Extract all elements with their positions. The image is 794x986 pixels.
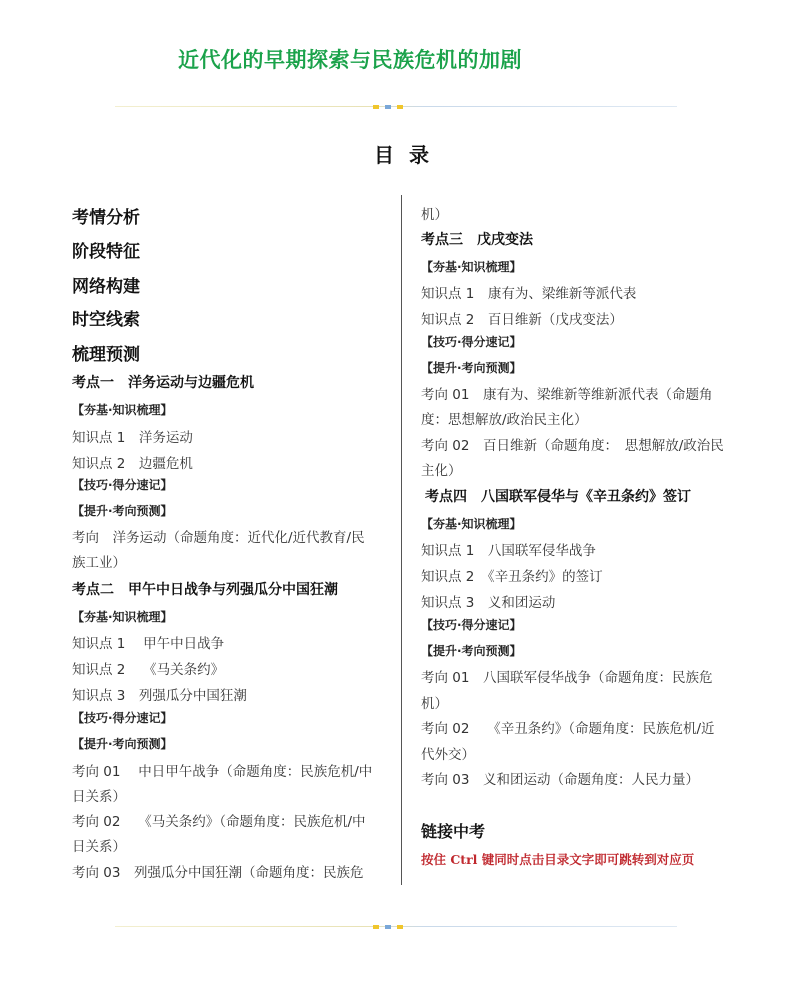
toc-link-exam-analysis[interactable]: 考情分析: [72, 208, 140, 228]
toc-link-kp1-item[interactable]: 知识点 1 洋务运动: [72, 430, 193, 446]
toc-link-kp1-item[interactable]: 知识点 2 边疆危机: [72, 456, 193, 472]
toc-link-kp2-item[interactable]: 知识点 1 甲午中日战争: [72, 636, 225, 652]
toc-link-continuation[interactable]: 机）: [421, 207, 448, 223]
navigation-tip: 按住 Ctrl 键同时点击目录文字即可跳转到对应页: [421, 852, 695, 867]
toc-link-kp3[interactable]: 考点三 戊戌变法: [421, 232, 533, 248]
toc-link-kp4-prediction[interactable]: 机）: [421, 696, 448, 712]
toc-link-review-prediction[interactable]: 梳理预测: [72, 345, 140, 365]
header-divider: [115, 104, 677, 110]
toc-link-kp2-skills[interactable]: 【技巧·得分速记】: [72, 711, 173, 725]
toc-link-kp1[interactable]: 考点一 洋务运动与边疆危机: [72, 375, 254, 391]
toc-link-kp3-knowledge[interactable]: 【夯基·知识梳理】: [421, 260, 522, 274]
toc-link-kp2-item[interactable]: 知识点 3 列强瓜分中国狂潮: [72, 688, 247, 704]
toc-link-kp1-knowledge[interactable]: 【夯基·知识梳理】: [72, 403, 173, 417]
toc-link-kp1-skills[interactable]: 【技巧·得分速记】: [72, 478, 173, 492]
document-title: 近代化的早期探索与民族危机的加剧: [178, 48, 522, 72]
toc-link-kp3-item[interactable]: 知识点 2 百日维新（戊戌变法）: [421, 312, 623, 328]
toc-link-timeline[interactable]: 时空线索: [72, 310, 140, 330]
toc-link-kp2-prediction[interactable]: 日关系）: [72, 789, 126, 805]
toc-link-kp1-predict[interactable]: 【提升·考向预测】: [72, 504, 173, 518]
toc-link-kp3-skills[interactable]: 【技巧·得分速记】: [421, 335, 522, 349]
toc-link-kp1-prediction[interactable]: 族工业）: [72, 555, 126, 571]
toc-link-kp4-skills[interactable]: 【技巧·得分速记】: [421, 618, 522, 632]
toc-link-kp2-item[interactable]: 知识点 2 《马关条约》: [72, 662, 225, 678]
toc-link-kp2[interactable]: 考点二 甲午中日战争与列强瓜分中国狂潮: [72, 582, 338, 598]
toc-link-kp3-prediction[interactable]: 考向 02 百日维新（命题角度： 思想解放/政治民: [421, 438, 724, 454]
toc-link-kp4[interactable]: 考点四 八国联军侵华与《辛丑条约》签订: [425, 489, 691, 505]
toc-link-kp3-prediction[interactable]: 主化）: [421, 463, 462, 479]
footer-divider: [115, 924, 677, 930]
toc-link-kp2-prediction[interactable]: 日关系）: [72, 839, 126, 855]
toc-link-kp4-prediction[interactable]: 考向 03 义和团运动（命题角度：人民力量）: [421, 772, 699, 788]
toc-link-kp2-prediction[interactable]: 考向 03 列强瓜分中国狂潮（命题角度：民族危: [72, 865, 364, 881]
toc-link-kp2-predict[interactable]: 【提升·考向预测】: [72, 737, 173, 751]
toc-heading: 目 录: [374, 143, 433, 167]
toc-link-kp4-knowledge[interactable]: 【夯基·知识梳理】: [421, 517, 522, 531]
toc-link-kp1-prediction[interactable]: 考向 洋务运动（命题角度：近代化/近代教育/民: [72, 530, 365, 546]
toc-link-kp4-item[interactable]: 知识点 2 《辛丑条约》的签订: [421, 569, 603, 585]
toc-link-kp2-prediction[interactable]: 考向 02 《马关条约》（命题角度：民族危机/中: [72, 814, 366, 830]
toc-link-kp4-prediction[interactable]: 考向 01 八国联军侵华战争（命题角度：民族危: [421, 670, 713, 686]
toc-link-kp2-prediction[interactable]: 考向 01 中日甲午战争（命题角度：民族危机/中: [72, 764, 373, 780]
column-divider: [401, 195, 402, 885]
toc-link-kp3-item[interactable]: 知识点 1 康有为、梁维新等派代表: [421, 286, 637, 302]
toc-link-kp3-prediction[interactable]: 考向 01 康有为、梁维新等维新派代表（命题角: [421, 387, 713, 403]
toc-link-kp4-item[interactable]: 知识点 1 八国联军侵华战争: [421, 543, 596, 559]
toc-link-kp4-predict[interactable]: 【提升·考向预测】: [421, 644, 522, 658]
toc-link-network[interactable]: 网络构建: [72, 277, 140, 297]
toc-link-kp2-knowledge[interactable]: 【夯基·知识梳理】: [72, 610, 173, 624]
toc-link-kp4-item[interactable]: 知识点 3 义和团运动: [421, 595, 556, 611]
toc-link-kp3-predict[interactable]: 【提升·考向预测】: [421, 361, 522, 375]
toc-link-kp3-prediction[interactable]: 度：思想解放/政治民主化）: [421, 412, 588, 428]
toc-link-kp4-prediction[interactable]: 考向 02 《辛丑条约》（命题角度：民族危机/近: [421, 721, 715, 737]
toc-link-kp4-prediction[interactable]: 代外交）: [421, 747, 475, 763]
toc-link-exam-link[interactable]: 链接中考: [421, 822, 486, 841]
toc-link-stage-features[interactable]: 阶段特征: [72, 242, 140, 262]
